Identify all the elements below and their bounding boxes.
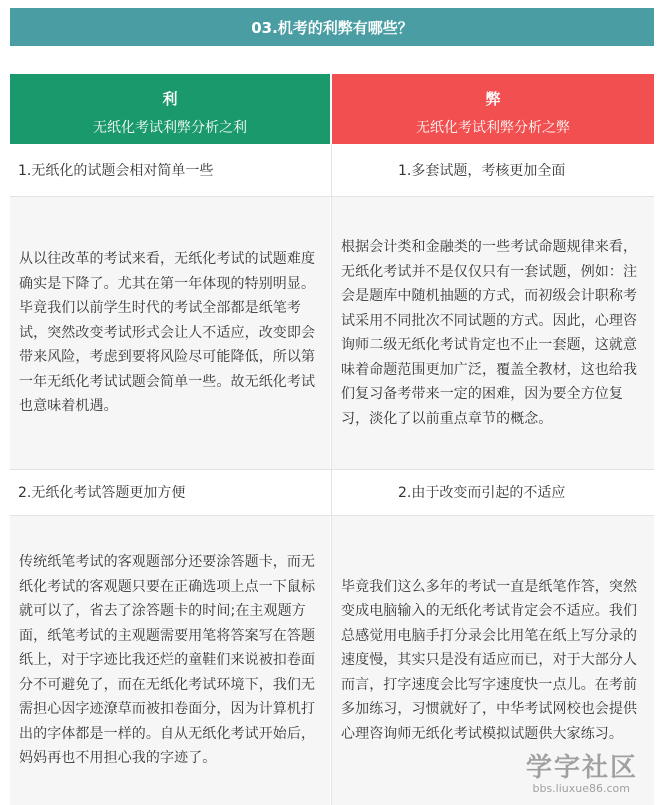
con-point-label-2: 2.由于改变而引起的不适应 [398,485,566,501]
pro-point-text-1: 从以往改革的考试来看，无纸化考试的试题难度确实是下降了。尤其在第一年体现的特别明显。毕竟我们以前学生时代的考试全部都是纸笔考试，突然改变考试形式会让人不适应，改变即会带来风险，考虑到要将风险尽可能降低，所以第一年无纸化考试试题会简单一些。故无纸化考试也意味着机遇。 [10,197,330,469]
pros-header [10,74,330,144]
watermark-logo-text: 学字社区 [525,753,638,783]
cons-header-title: 弊 [485,90,501,108]
pro-point-text-2: 传统纸笔考试的客观题部分还要涂答题卡，而无纸化考试的客观题只要在正确选项上点一下鼠标就可以了，省去了涂答题卡的时间;在主观题方面，纸笔考试的主观题需要用笔将答案写在答题纸上，对于字迹比我还烂的童鞋们来说被扣卷面分不可避免了，而在无纸化考试环境下，我们无需担心因字迹潦草而被扣卷面分，因为计算机打出的字体都是一样的。自从无纸化考试开始后，妈妈再也不用担心我的字迹了。 [10,516,330,805]
con-point-label-1: 1.多套试题，考核更加全面 [398,163,566,179]
con-point-text-1: 根据会计类和金融类的一些考试命题规律来看，无纸化考试并不是仅仅只有一套试题，例如：注会是题库中随机抽题的方式，而初级会计职称考试采用不同批次不同试题的方式。因此，心理咨询师二级无纸化考试肯定也不止一套题，这就意味着命题范围更加广泛，覆盖全教材，这也给我们复习备考带来一定的困难，因为要全方位复习，淡化了以前重点章节的概念。 [332,197,654,469]
watermark-url: bbs.liuxue86.com [532,782,630,795]
pro-point-label-2: 2.无纸化考试答题更加方便 [18,485,186,501]
section-title: 03.机考的利弊有哪些？ [10,8,654,46]
con-point-text-2: 毕竟我们这么多年的考试一直是纸笔作答，突然变成电脑输入的无纸化考试肯定会不适应。我们总感觉用电脑手打分录会比用笔在纸上写分录的速度慢，其实只是没有适应而已，对于大部分人而言，打字速度会比写字速度快一点儿。在考前多加练习，习惯就好了，中华考试网校也会提供心理咨询师无纸化考试模拟试题供大家练习。 [332,516,654,805]
pros-header-subtitle: 无纸化考试利弊分析之利 [93,120,247,136]
column-divider [331,144,332,805]
cons-header-subtitle: 无纸化考试利弊分析之弊 [416,120,570,136]
pro-point-label-1: 1.无纸化的试题会相对简单一些 [18,163,214,179]
pros-header-title: 利 [162,90,178,108]
row-divider [10,469,654,470]
cons-header [332,74,654,144]
